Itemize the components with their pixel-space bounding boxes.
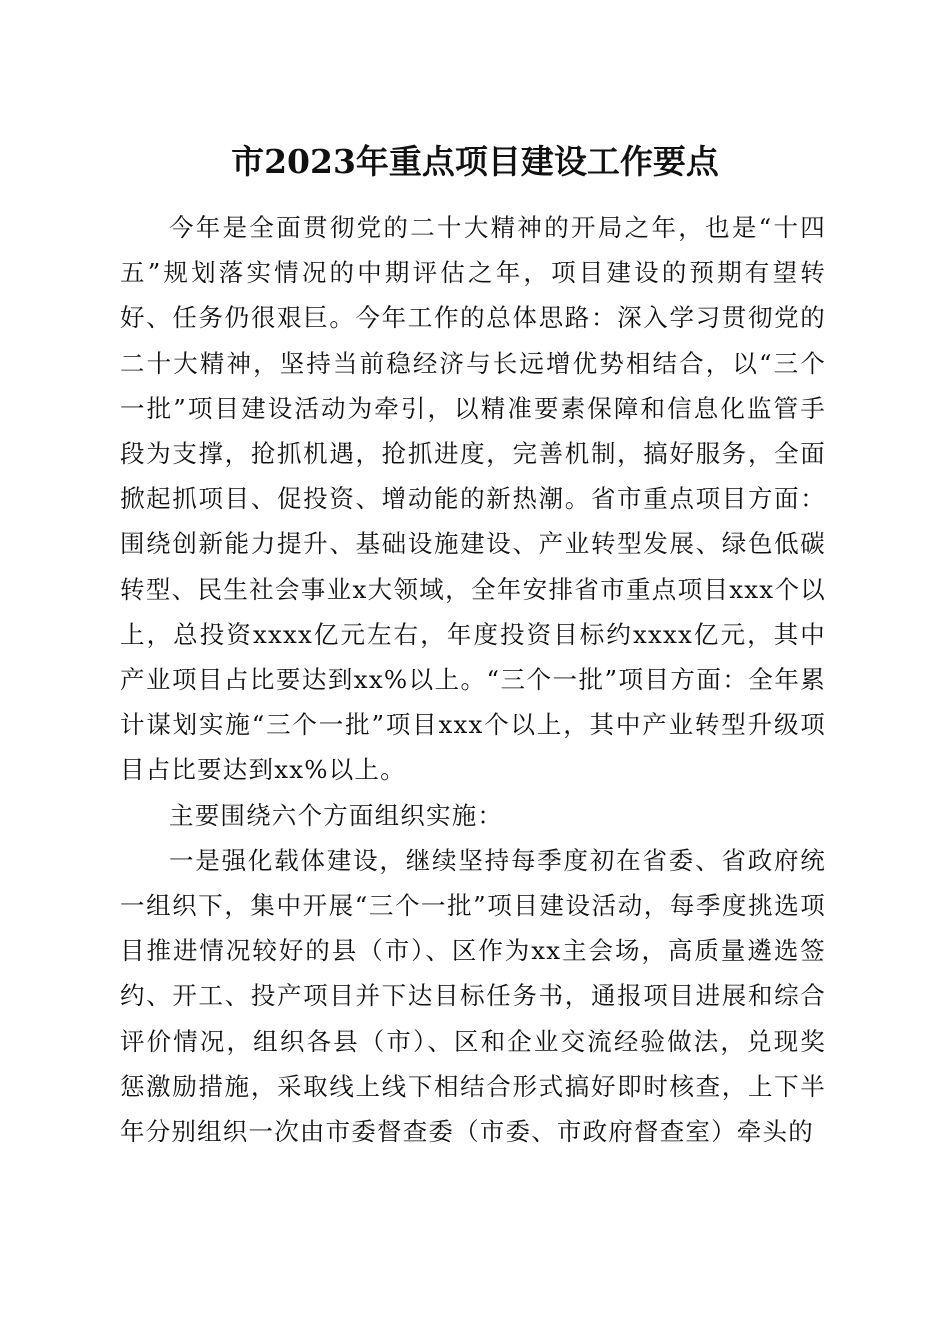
- paragraph-point-one: 一是强化载体建设，继续坚持每季度初在省委、省政府统一组织下，集中开展“三个一批”项目建设活动，每季度挑选项目推进情况较好的县（市）、区作为xx主会场，高质量遴选签约、开工、投产项目并下达目标任务书，通报项目进展和综合评价情况，组织各县（市）、区和企业交流经验做法，兑现奖惩激励措施，采取线上线下相结合形式搞好即时核查，上下半年分别组织一次由市委督查委（市委、市政府督查室）牵头的: [120, 845, 826, 1147]
- paragraph-overview: 今年是全面贯彻党的二十大精神的开局之年，也是“十四五”规划落实情况的中期评估之年，项目建设的预期有望转好、任务仍很艰巨。今年工作的总体思路：深入学习贯彻党的二十大精神，坚持当前稳经济与长远增优势相结合，以“三个一批”项目建设活动为牵引，以精准要素保障和信息化监管手段为支撑，抢抓机遇，抢抓进度，完善机制，搞好服务，全面掀起抓项目、促投资、增动能的新热潮。省市重点项目方面：围绕创新能力提升、基础设施建设、产业转型发展、绿色低碳转型、民生社会事业x大领域，全年安排省市重点项目xxx个以上，总投资xxxx亿元左右，年度投资目标约xxxx亿元，其中产业项目占比要达到xx%以上。“三个一批”项目方面：全年累计谋划实施“三个一批”项目xxx个以上，其中产业转型升级项目占比要达到xx%以上。: [120, 213, 826, 785]
- document-title: 市2023年重点项目建设工作要点: [231, 142, 719, 181]
- paragraph-intro-six-aspects: 主要围绕六个方面组织实施：: [169, 800, 504, 830]
- document-body: [120, 205, 826, 1154]
